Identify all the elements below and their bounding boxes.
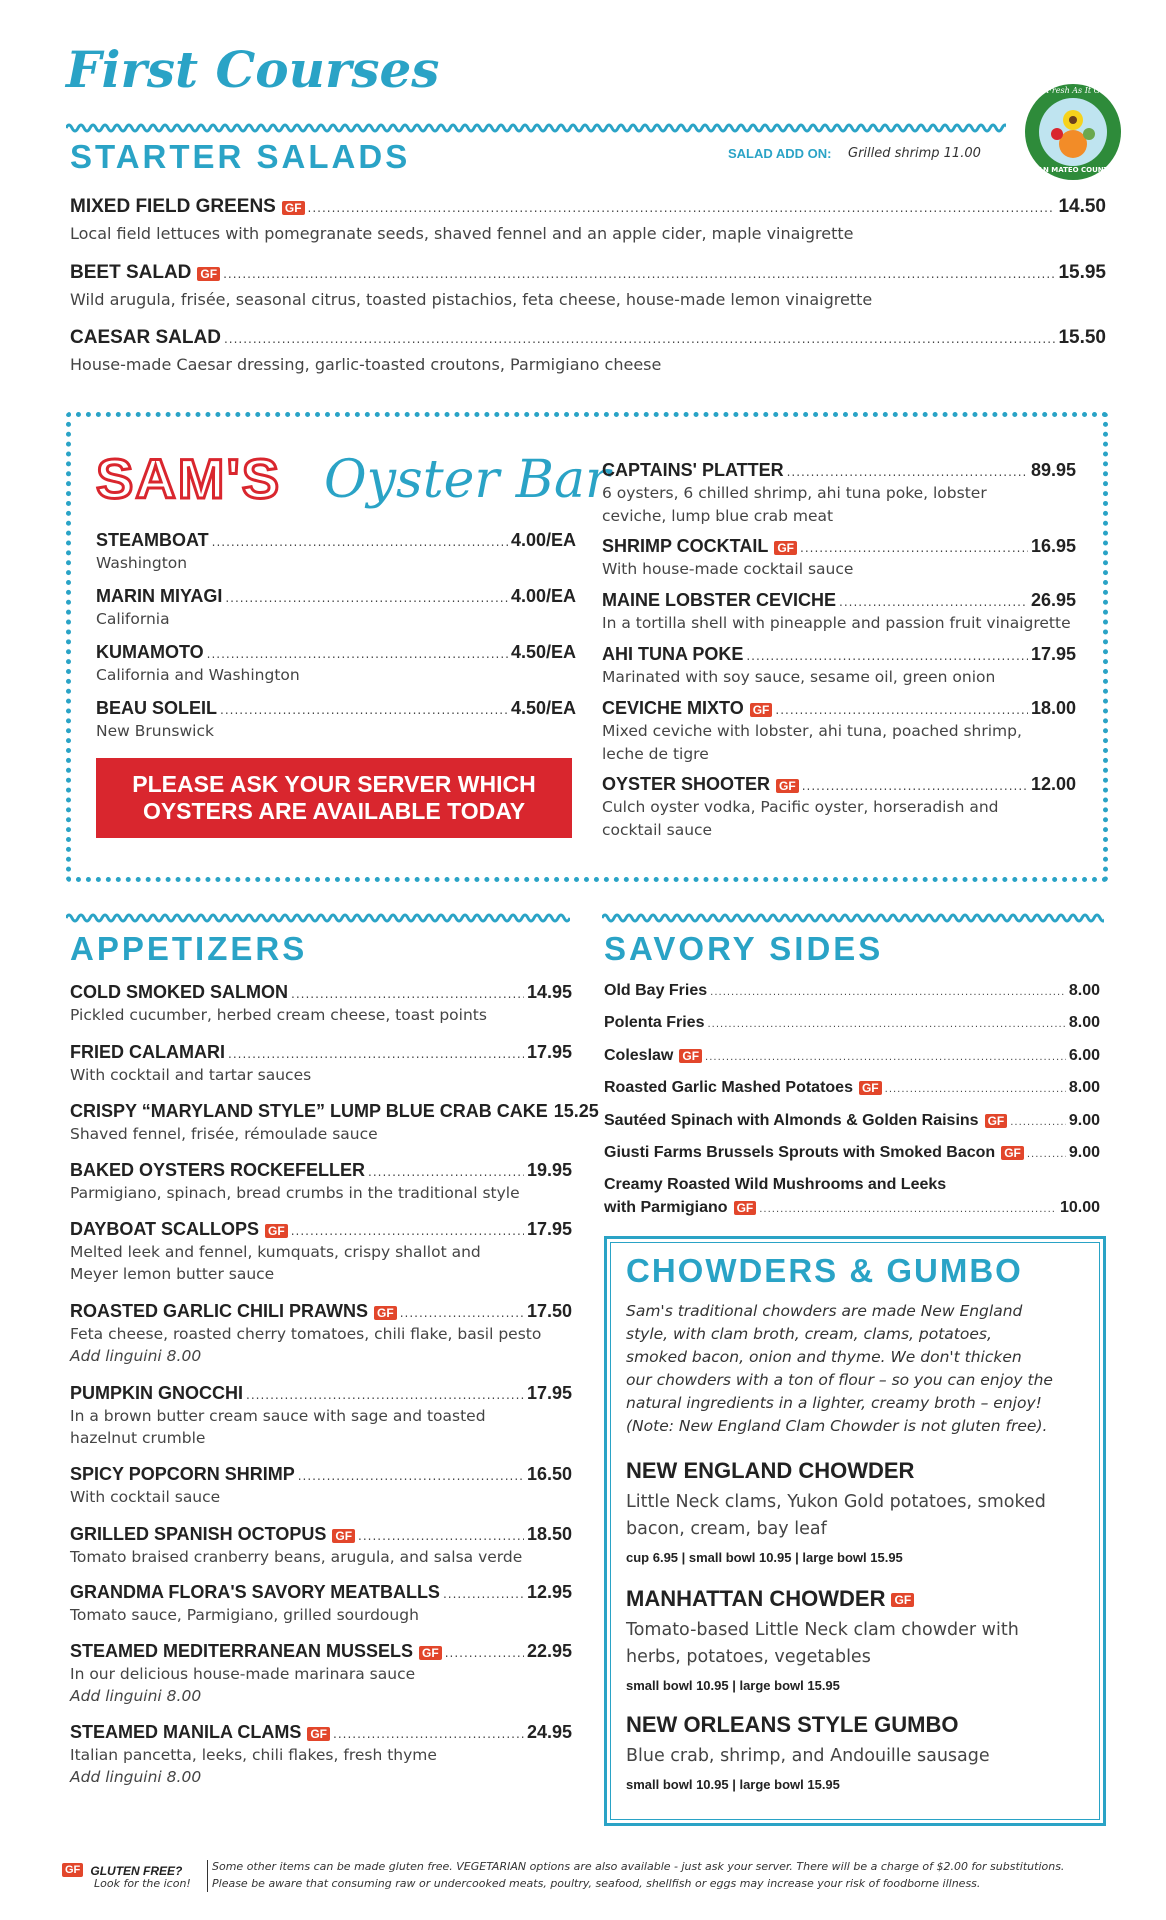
chowder-item-name: NEW ORLEANS STYLE GUMBO <box>626 1712 959 1737</box>
appetizer-item <box>70 1641 572 1662</box>
raw-bar-item-price: 18.00 <box>1030 698 1076 718</box>
chowder-item-name: NEW ENGLAND CHOWDER <box>626 1458 915 1483</box>
appetizer-item-price: 22.95 <box>526 1641 572 1661</box>
ask-server-banner <box>96 758 572 838</box>
badge-bottom-text: SAN MATEO COUNTY <box>1032 166 1114 174</box>
chowders-intro-line: (Note: New England Clam Chowder is not gluten free). <box>626 1417 1048 1435</box>
page-title: First Courses <box>66 40 440 99</box>
wavy-divider <box>602 912 1104 924</box>
salad-item <box>70 327 1106 349</box>
raw-bar-item <box>602 536 1076 557</box>
appetizer-item-name: SPICY POPCORN SHRIMP <box>70 1464 295 1484</box>
appetizer-item-desc: With cocktail and tartar sauces <box>70 1066 312 1084</box>
appetizer-item <box>70 1101 599 1122</box>
oyster-item-desc: Washington <box>96 554 188 572</box>
chowders-intro-line: our chowders with a ton of flour – so you can enjoy the <box>626 1371 1053 1389</box>
salad-item-price: 14.50 <box>1058 196 1106 217</box>
oyster-item-price: 4.00/EA <box>510 530 576 550</box>
wavy-divider <box>66 912 570 924</box>
gluten-free-icon: GF <box>776 779 799 793</box>
appetizer-item-price: 24.95 <box>526 1722 572 1742</box>
starter-salads-heading: STARTER SALADS <box>70 138 411 175</box>
raw-bar-item-name: SHRIMP COCKTAIL <box>602 536 769 556</box>
appetizer-item-desc: Melted leek and fennel, kumquats, crispy shallot and <box>70 1243 481 1261</box>
gluten-free-icon: GF <box>197 267 220 281</box>
oyster-item-name: STEAMBOAT <box>96 530 209 550</box>
appetizer-item-price: 17.50 <box>526 1301 572 1321</box>
appetizer-item-desc: Parmigiano, spinach, bread crumbs in the traditional style <box>70 1184 520 1202</box>
chowder-item-name: MANHATTAN CHOWDER <box>626 1586 886 1611</box>
gluten-free-icon: GF <box>265 1224 288 1238</box>
badge-top-text: As Fresh As It Gets <box>1033 86 1113 95</box>
raw-bar-item-name: MAINE LOBSTER CEVICHE <box>602 590 837 610</box>
chowder-item <box>626 1586 914 1612</box>
appetizer-item <box>70 982 572 1003</box>
salad-item-price: 15.95 <box>1058 262 1106 283</box>
appetizer-item-desc: Italian pancetta, leeks, chili flakes, fresh thyme <box>70 1746 437 1764</box>
chowder-item-desc: bacon, cream, bay leaf <box>626 1519 827 1539</box>
appetizer-item <box>70 1301 572 1322</box>
side-item <box>604 1047 1100 1065</box>
appetizer-item-desc: hazelnut crumble <box>70 1429 206 1447</box>
gluten-free-icon: GF <box>374 1306 397 1320</box>
gluten-free-icon: GF <box>679 1049 702 1063</box>
gluten-free-icon: GF <box>774 541 797 555</box>
appetizer-item-price: 12.95 <box>526 1582 572 1602</box>
gluten-free-icon: GF <box>750 703 773 717</box>
appetizer-item-desc: Shaved fennel, frisée, rémoulade sauce <box>70 1125 378 1143</box>
footer-line1: Some other items can be made gluten free. VEGETARIAN options are also available - just ask your server. There will be a charge of $2.00 for substitutions. <box>212 1860 1065 1873</box>
chowder-item-sizes: small bowl 10.95 | large bowl 15.95 <box>626 1777 840 1792</box>
raw-bar-item-name: CAPTAINS' PLATTER <box>602 460 784 480</box>
appetizer-item-price: 19.95 <box>526 1160 572 1180</box>
appetizer-item-desc: Tomato sauce, Parmigiano, grilled sourdough <box>70 1606 419 1624</box>
raw-bar-item <box>602 774 1076 795</box>
appetizers-heading: APPETIZERS <box>70 930 308 967</box>
appetizer-item-note: Add linguini 8.00 <box>70 1347 202 1365</box>
appetizer-item-price: 18.50 <box>526 1524 572 1544</box>
side-item-label: Sautéed Spinach with Almonds & Golden Raisins <box>604 1112 979 1129</box>
appetizer-item-name: COLD SMOKED SALMON <box>70 982 288 1002</box>
oyster-item <box>96 698 576 719</box>
gluten-free-icon: GF <box>859 1081 882 1095</box>
side-item-label: Coleslaw <box>604 1047 674 1064</box>
side-item <box>604 982 1100 1000</box>
raw-bar-item-desc: Marinated with soy sauce, sesame oil, green onion <box>602 668 996 686</box>
salad-item-name: BEET SALAD <box>70 262 192 283</box>
appetizer-item-name: STEAMED MEDITERRANEAN MUSSELS <box>70 1641 414 1661</box>
appetizer-item-name: GRANDMA FLORA'S SAVORY MEATBALLS <box>70 1582 440 1602</box>
appetizer-item-name: GRILLED SPANISH OCTOPUS <box>70 1524 327 1544</box>
oyster-bar-title-script: Oyster Bar <box>324 450 610 510</box>
side-item <box>604 1199 1100 1217</box>
footer-line2: Please be aware that consuming raw or undercooked meats, poultry, seafood, shellfish or eggs may increase your risk of foodborne illness. <box>212 1877 981 1890</box>
oyster-item <box>96 642 576 663</box>
chowder-item-desc: Blue crab, shrimp, and Andouille sausage <box>626 1746 990 1766</box>
footer-gf-label: GLUTEN FREE? <box>90 1864 183 1878</box>
wavy-divider <box>66 122 1006 134</box>
appetizer-item-name: FRIED CALAMARI <box>70 1042 225 1062</box>
appetizer-item-name: BAKED OYSTERS ROCKEFELLER <box>70 1160 366 1180</box>
chowders-intro-line: natural ingredients in a lighter, creamy broth – enjoy! <box>626 1394 1042 1412</box>
oyster-item-price: 4.50/EA <box>510 698 576 718</box>
oyster-item-price: 4.00/EA <box>510 586 576 606</box>
raw-bar-item-name: CEVICHE MIXTO <box>602 698 744 718</box>
side-item-label: Roasted Garlic Mashed Potatoes <box>604 1079 853 1096</box>
chowder-item-desc: Tomato-based Little Neck clam chowder with <box>626 1620 1019 1640</box>
ask-server-line2: OYSTERS ARE AVAILABLE TODAY <box>142 798 526 824</box>
gluten-free-icon: GF <box>734 1201 757 1215</box>
oyster-item-price: 4.50/EA <box>510 642 576 662</box>
side-item-price: 6.00 <box>1068 1047 1100 1064</box>
side-item-label: Polenta Fries <box>604 1014 705 1031</box>
side-item <box>604 1144 1100 1162</box>
side-item-label: Creamy Roasted Wild Mushrooms and Leeks <box>604 1176 947 1193</box>
raw-bar-item <box>602 698 1076 719</box>
side-item-price: 8.00 <box>1068 982 1100 999</box>
chowder-item-sizes: small bowl 10.95 | large bowl 15.95 <box>626 1678 840 1693</box>
raw-bar-item-price: 16.95 <box>1030 536 1076 556</box>
fresh-badge <box>1023 82 1123 182</box>
appetizer-item-desc: Feta cheese, roasted cherry tomatoes, chili flake, basil pesto <box>70 1325 542 1343</box>
gluten-free-icon: GF <box>332 1529 355 1543</box>
gluten-free-icon: GF <box>985 1114 1008 1128</box>
appetizer-item-price: 17.95 <box>526 1219 572 1239</box>
oyster-item <box>96 530 576 551</box>
raw-bar-item-price: 89.95 <box>1030 460 1076 480</box>
appetizer-item-name: PUMPKIN GNOCCHI <box>70 1383 244 1403</box>
appetizer-item-note: Add linguini 8.00 <box>70 1768 202 1786</box>
oyster-item-desc: New Brunswick <box>96 722 214 740</box>
chowder-item-desc: herbs, potatoes, vegetables <box>626 1647 871 1667</box>
side-item <box>604 1112 1100 1130</box>
savory-sides-heading: SAVORY SIDES <box>604 930 884 967</box>
raw-bar-item-name: AHI TUNA POKE <box>602 644 744 664</box>
chowders-intro <box>626 1300 1053 1438</box>
gluten-free-icon: GF <box>307 1727 330 1741</box>
appetizer-item-name: ROASTED GARLIC CHILI PRAWNS <box>70 1301 369 1321</box>
appetizer-item-price: 16.50 <box>526 1464 572 1484</box>
appetizer-item <box>70 1464 572 1485</box>
gluten-free-icon: GF <box>1001 1146 1024 1160</box>
raw-bar-item-price: 17.95 <box>1030 644 1076 664</box>
chowders-heading: CHOWDERS & GUMBO <box>626 1252 1023 1289</box>
side-item-price: 9.00 <box>1068 1144 1100 1161</box>
oyster-item-name: KUMAMOTO <box>96 642 204 662</box>
appetizer-item <box>70 1383 572 1404</box>
chowder-item-desc: Little Neck clams, Yukon Gold potatoes, smoked <box>626 1492 1046 1512</box>
side-item <box>604 1014 1100 1032</box>
salad-item-price: 15.50 <box>1058 327 1106 348</box>
salad-item-name: MIXED FIELD GREENS <box>70 196 276 217</box>
salad-item-desc: Wild arugula, frisée, seasonal citrus, toasted pistachios, feta cheese, house-made lemon vinaigrette <box>70 290 873 309</box>
raw-bar-item-desc: With house-made cocktail sauce <box>602 560 854 578</box>
side-item-label: Old Bay Fries <box>604 982 708 999</box>
raw-bar-item-desc: In a tortilla shell with pineapple and passion fruit vinaigrette <box>602 614 1071 632</box>
raw-bar-item-desc: ceviche, lump blue crab meat <box>602 507 834 525</box>
chowder-item <box>626 1712 958 1738</box>
appetizer-item-note: Add linguini 8.00 <box>70 1687 202 1705</box>
appetizer-item-price: 17.95 <box>526 1383 572 1403</box>
appetizer-item-desc: Tomato braised cranberry beans, arugula, and salsa verde <box>70 1548 523 1566</box>
chowder-item <box>626 1458 914 1484</box>
gluten-free-icon: GF <box>62 1863 83 1877</box>
oyster-item-name: BEAU SOLEIL <box>96 698 218 718</box>
appetizer-item-price: 17.95 <box>526 1042 572 1062</box>
salad-item <box>70 262 1106 284</box>
side-item-price: 9.00 <box>1068 1112 1100 1129</box>
raw-bar-item <box>602 644 1076 665</box>
appetizer-item-price: 14.95 <box>526 982 572 1002</box>
gluten-free-icon: GF <box>891 1593 914 1607</box>
appetizer-item-desc: In our delicious house-made marinara sauce <box>70 1665 416 1683</box>
side-item-label: Giusti Farms Brussels Sprouts with Smoked Bacon <box>604 1144 996 1161</box>
chowders-intro-line: smoked bacon, onion and thyme. We don't thicken <box>626 1348 1022 1366</box>
oyster-item-name: MARIN MIYAGI <box>96 586 223 606</box>
salad-item-name: CAESAR SALAD <box>70 327 221 348</box>
appetizer-item-desc: Meyer lemon butter sauce <box>70 1265 275 1283</box>
appetizer-item-desc: In a brown butter cream sauce with sage and toasted <box>70 1407 486 1425</box>
salad-addon-text: Grilled shrimp 11.00 <box>848 146 981 161</box>
raw-bar-item-price: 26.95 <box>1030 590 1076 610</box>
side-item <box>604 1079 1100 1097</box>
appetizer-item <box>70 1722 572 1743</box>
gluten-free-icon: GF <box>419 1646 442 1660</box>
appetizer-item-name: CRISPY “MARYLAND STYLE” LUMP BLUE CRAB CAKE <box>70 1101 548 1121</box>
oyster-item-desc: California and Washington <box>96 666 300 684</box>
oyster-item <box>96 586 576 607</box>
raw-bar-item-desc: 6 oysters, 6 chilled shrimp, ahi tuna poke, lobster <box>602 484 987 502</box>
ask-server-line1: PLEASE ASK YOUR SERVER WHICH <box>132 771 536 797</box>
salad-item <box>70 196 1106 218</box>
appetizer-item <box>70 1042 572 1063</box>
oyster-bar-title-sams: SAM'S <box>96 447 282 510</box>
raw-bar-item-desc: leche de tigre <box>602 745 709 763</box>
appetizer-item <box>70 1524 572 1545</box>
appetizer-item <box>70 1160 572 1181</box>
chowders-intro-line: Sam's traditional chowders are made New England <box>626 1302 1023 1320</box>
raw-bar-item <box>602 460 1076 481</box>
appetizer-item-name: STEAMED MANILA CLAMS <box>70 1722 302 1742</box>
side-item-price: 8.00 <box>1068 1079 1100 1096</box>
side-item-price: 8.00 <box>1068 1014 1100 1031</box>
appetizer-item <box>70 1582 572 1603</box>
raw-bar-item-name: OYSTER SHOOTER <box>602 774 771 794</box>
salad-item-desc: Local field lettuces with pomegranate seeds, shaved fennel and an apple cider, maple vinaigrette <box>70 224 854 243</box>
salad-addon-label: SALAD ADD ON: <box>728 146 832 161</box>
footer-divider <box>207 1860 208 1892</box>
appetizer-item-desc: Pickled cucumber, herbed cream cheese, toast points <box>70 1006 487 1024</box>
raw-bar-item <box>602 590 1076 611</box>
raw-bar-item-desc: cocktail sauce <box>602 821 713 839</box>
chowders-intro-line: style, with clam broth, cream, clams, potatoes, <box>626 1325 992 1343</box>
raw-bar-item-desc: Culch oyster vodka, Pacific oyster, horseradish and <box>602 798 999 816</box>
chowder-item-sizes: cup 6.95 | small bowl 10.95 | large bowl 15.95 <box>626 1550 903 1565</box>
side-item-label: with Parmigiano <box>604 1199 728 1216</box>
appetizer-item <box>70 1219 572 1240</box>
appetizer-item-name: DAYBOAT SCALLOPS <box>70 1219 260 1239</box>
raw-bar-item-desc: Mixed ceviche with lobster, ahi tuna, poached shrimp, <box>602 722 1022 740</box>
gluten-free-icon: GF <box>282 201 305 215</box>
appetizer-item-desc: With cocktail sauce <box>70 1488 221 1506</box>
appetizer-item-price: 15.25 <box>553 1101 599 1121</box>
side-item-price: 10.00 <box>1059 1199 1100 1216</box>
salad-item-desc: House-made Caesar dressing, garlic-toasted croutons, Parmigiano cheese <box>70 355 662 374</box>
raw-bar-item-price: 12.00 <box>1030 774 1076 794</box>
footer-gf-sub: Look for the icon! <box>94 1877 191 1890</box>
oyster-item-desc: California <box>96 610 170 628</box>
